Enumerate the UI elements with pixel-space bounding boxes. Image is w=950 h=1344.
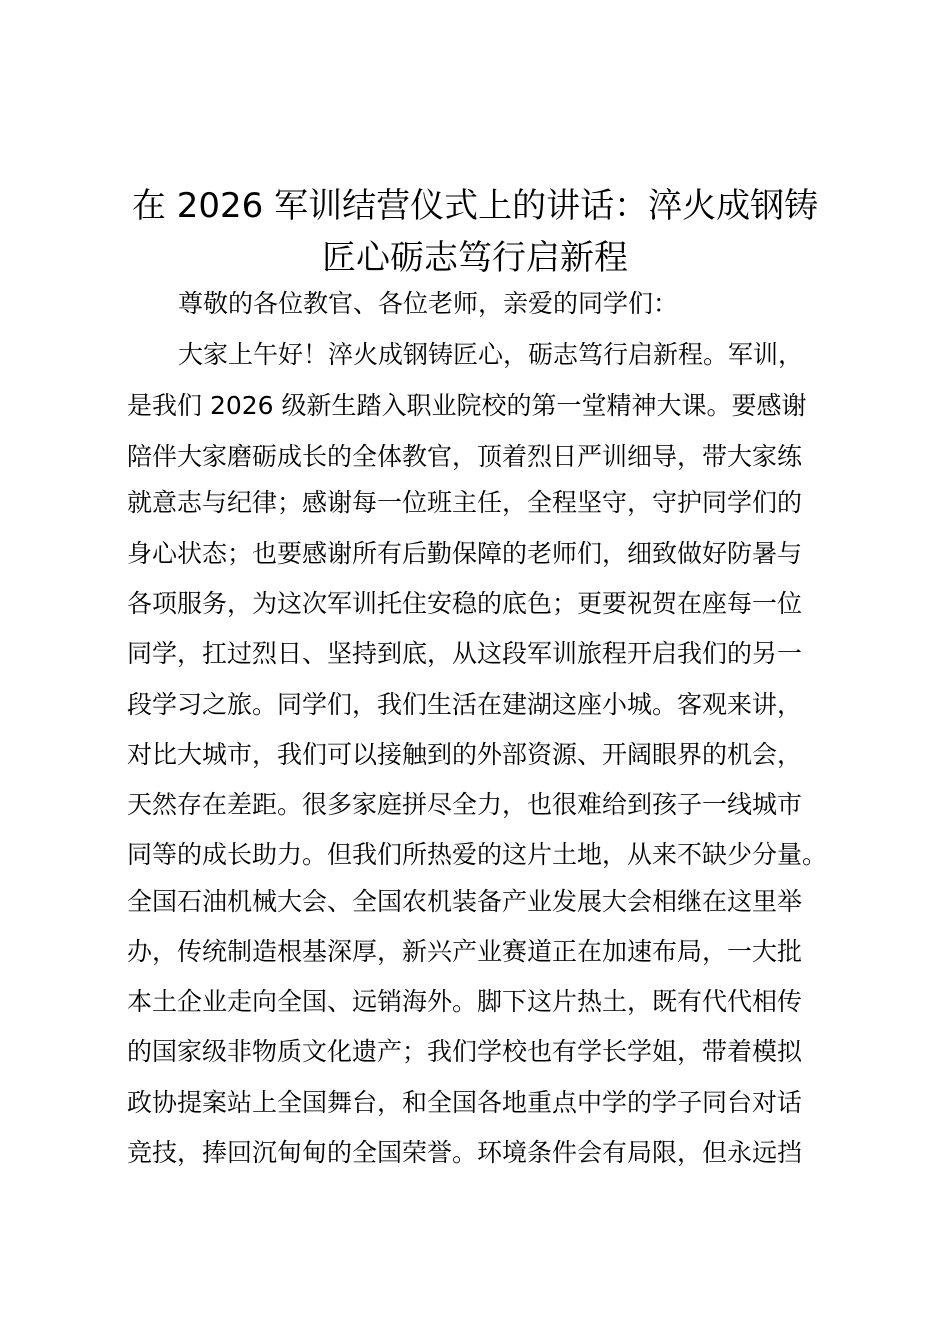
body-line: 天然存在差距。很多家庭拼尽全力，也很难给到孩子一线城市 xyxy=(127,790,803,819)
body-line: 是我们 2026 级新生踏入职业院校的第一堂精神大课。要感谢 xyxy=(127,391,807,420)
document-title-line-1: 在 2026 军训结营仪式上的讲话：淬火成钢铸 xyxy=(131,186,819,226)
body-line: 就意志与纪律；感谢每一位班主任，全程坚守，守护同学们的 xyxy=(127,488,803,517)
body-line: 段学习之旅。同学们，我们生活在建湖这座小城。客观来讲， xyxy=(127,690,803,719)
body-line: 的国家级非物质文化遗产；我们学校也有学长学姐，带着模拟 xyxy=(127,1037,803,1066)
body-line: 对比大城市，我们可以接触到的外部资源、开阔眼界的机会， xyxy=(127,740,803,769)
salutation: 尊敬的各位教官、各位老师，亲爱的同学们： xyxy=(178,289,679,318)
body-line: 同等的成长助力。但我们所热爱的这片土地，从来不缺少分量。 xyxy=(127,840,828,869)
body-line: 大家上午好！淬火成钢铸匠心，砺志笃行启新程。军训， xyxy=(178,340,804,369)
body-line: 全国石油机械大会、全国农机装备产业发展大会相继在这里举 xyxy=(127,887,803,916)
body-line: 竞技，捧回沉甸甸的全国荣誉。环境条件会有局限，但永远挡 xyxy=(127,1138,803,1167)
document-title-line-2: 匠心砺志笃行启新程 xyxy=(322,238,628,278)
body-line: 陪伴大家磨砺成长的全体教官，顶着烈日严训细导，带大家练 xyxy=(127,442,803,471)
body-line: 政协提案站上全国舞台，和全国各地重点中学的学子同台对话 xyxy=(127,1088,803,1117)
body-line: 办，传统制造根基深厚，新兴产业赛道正在加速布局，一大批 xyxy=(127,937,803,966)
body-line: 同学，扛过烈日、坚持到底，从这段军训旅程开启我们的另一 xyxy=(127,639,803,668)
body-line: 身心状态；也要感谢所有后勤保障的老师们，细致做好防暑与 xyxy=(127,539,803,568)
body-line: 各项服务，为这次军训托住安稳的底色；更要祝贺在座每一位 xyxy=(127,589,803,618)
body-line: 本土企业走向全国、远销海外。脚下这片热土，既有代代相传 xyxy=(127,987,803,1016)
